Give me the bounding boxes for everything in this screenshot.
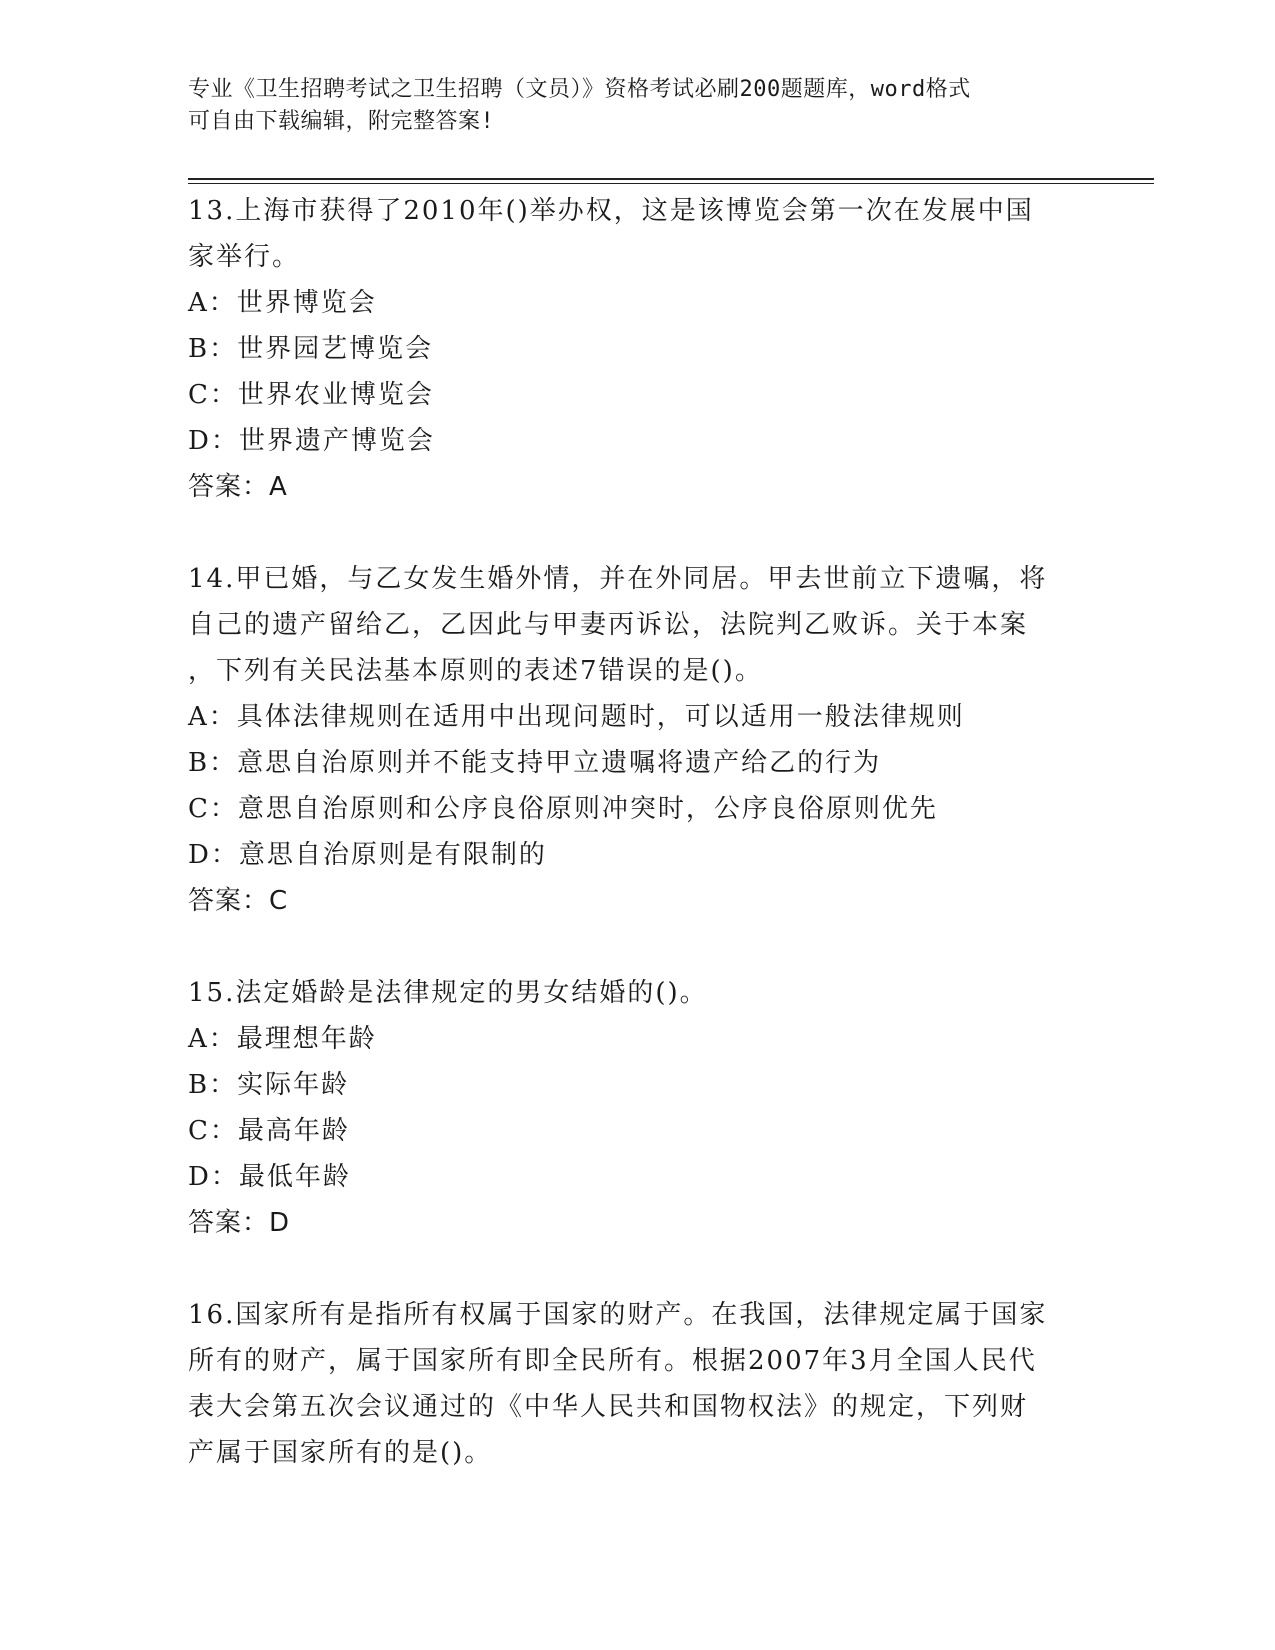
header-title-line2: 可自由下载编辑，附完整答案! [188, 109, 495, 134]
question-text-line: 家举行。 [188, 242, 301, 272]
question-14 [188, 556, 1088, 924]
option-c: C：最高年龄 [188, 1116, 350, 1146]
question-16 [188, 1292, 1088, 1476]
option-d: D：意思自治原则是有限制的 [188, 840, 547, 870]
document-header [188, 74, 1068, 138]
answer-line: 答案：C [188, 886, 289, 916]
option-b: B：意思自治原则并不能支持甲立遗嘱将遗产给乙的行为 [188, 748, 882, 778]
answer-line: 答案：A [188, 472, 288, 502]
option-a: A：最理想年龄 [188, 1024, 377, 1054]
question-text-line: 产属于国家所有的是()。 [188, 1438, 493, 1468]
header-divider-thin [188, 183, 1154, 184]
option-b: B：世界园艺博览会 [188, 334, 434, 364]
question-text-line: 16.国家所有是指所有权属于国家的财产。在我国，法律规定属于国家 [188, 1300, 1048, 1330]
option-d: D：世界遗产博览会 [188, 426, 435, 456]
question-spacer [188, 510, 1088, 556]
question-text-line: 自己的遗产留给乙，乙因此与甲妻丙诉讼，法院判乙败诉。关于本案 [188, 610, 1029, 640]
option-a: A：世界博览会 [188, 288, 377, 318]
header-title-line1: 专业《卫生招聘考试之卫生招聘（文员）》资格考试必刷200题题库，word格式 [188, 77, 971, 102]
option-a: A：具体法律规则在适用中出现问题时，可以适用一般法律规则 [188, 702, 965, 732]
header-divider-thick [188, 178, 1154, 180]
question-spacer [188, 1246, 1088, 1292]
question-text-line: ，下列有关民法基本原则的表述7错误的是()。 [188, 656, 763, 686]
question-list [188, 188, 1088, 1476]
question-text-line: 所有的财产，属于国家所有即全民所有。根据2007年3月全国人民代 [188, 1346, 1037, 1376]
question-15 [188, 970, 1088, 1246]
question-text-line: 15.法定婚龄是法律规定的男女结婚的()。 [188, 978, 708, 1008]
option-c: C：意思自治原则和公序良俗原则冲突时，公序良俗原则优先 [188, 794, 938, 824]
question-spacer [188, 924, 1088, 970]
question-text-line: 14.甲已婚，与乙女发生婚外情，并在外同居。甲去世前立下遗嘱，将 [188, 564, 1048, 594]
question-text-line: 表大会第五次会议通过的《中华人民共和国物权法》的规定，下列财 [188, 1392, 1029, 1422]
question-13 [188, 188, 1088, 510]
question-text-line: 13.上海市获得了2010年()举办权，这是该博览会第一次在发展中国 [188, 196, 1034, 226]
option-d: D：最低年龄 [188, 1162, 351, 1192]
option-b: B：实际年龄 [188, 1070, 350, 1100]
option-c: C：世界农业博览会 [188, 380, 434, 410]
answer-line: 答案：D [188, 1208, 291, 1238]
